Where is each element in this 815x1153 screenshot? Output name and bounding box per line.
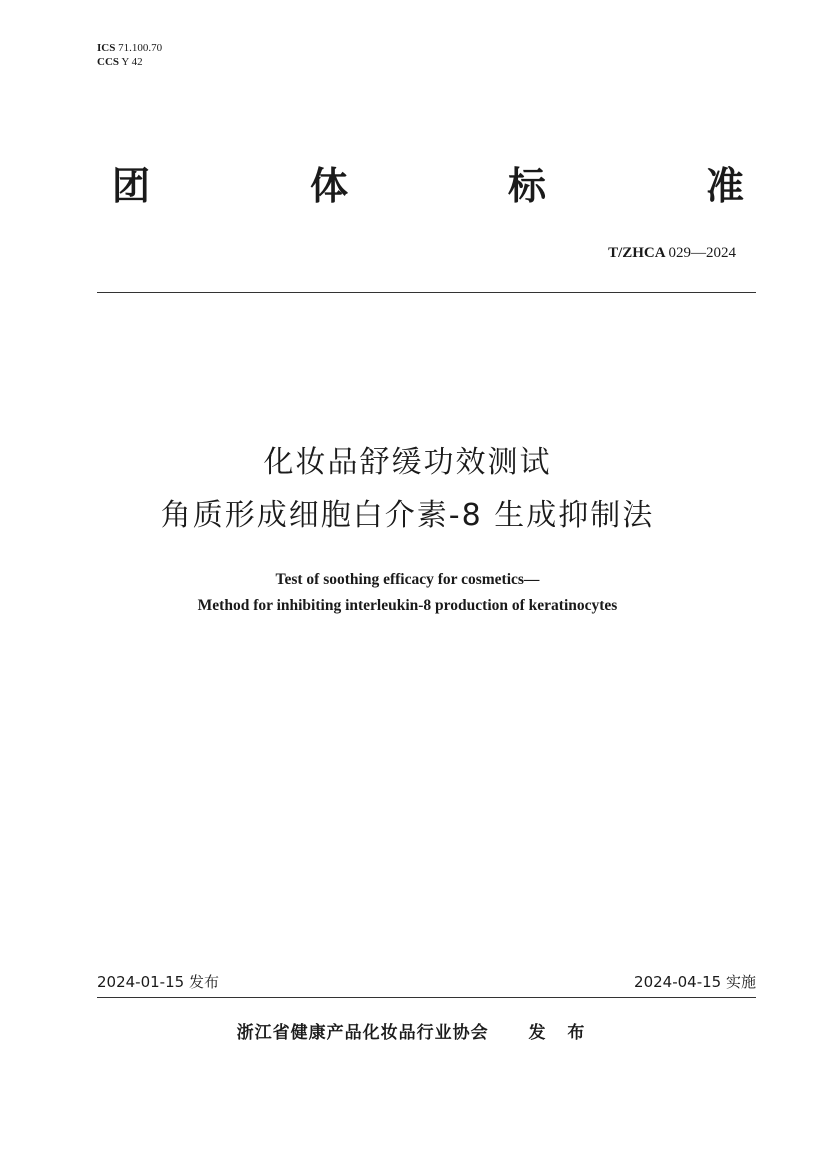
standard-type-char-4: 准 [705,164,744,208]
issue-date: 2024-01-15 发布 [97,973,219,991]
ccs-label: CCS [97,56,120,68]
ics-label: ICS [97,42,116,54]
bottom-divider [97,997,756,998]
ccs-value: Y 42 [121,56,143,68]
title-chinese-line-2: 角质形成细胞白介素-8 生成抑制法 [160,498,655,533]
ics-value: 71.100.70 [118,42,163,54]
standard-type-heading [112,162,744,210]
standard-type-char-2: 体 [309,164,348,208]
title-chinese-line-1: 化妆品舒缓功效测试 [263,445,552,480]
title-english-line-2: Method for inhibiting interleukin-8 production of keratinocytes [197,597,618,614]
standard-number [608,243,736,263]
issuer-line [0,1022,815,1044]
issuer-name: 浙江省健康产品化妆品行业协会 [236,1023,489,1043]
standard-type-char-3: 标 [507,164,546,208]
standard-number-value: 029—2024 [668,245,736,261]
standard-number-prefix: T/ZHCA [608,245,665,261]
title-english-line-1: Test of soothing efficacy for cosmetics— [275,571,540,588]
standard-type-char-1: 团 [112,164,151,208]
ccs-code [97,56,143,69]
implementation-date: 2024-04-15 实施 [634,973,756,991]
ics-code [97,42,162,55]
top-divider [97,292,756,293]
issuer-action: 发 布 [528,1023,593,1043]
